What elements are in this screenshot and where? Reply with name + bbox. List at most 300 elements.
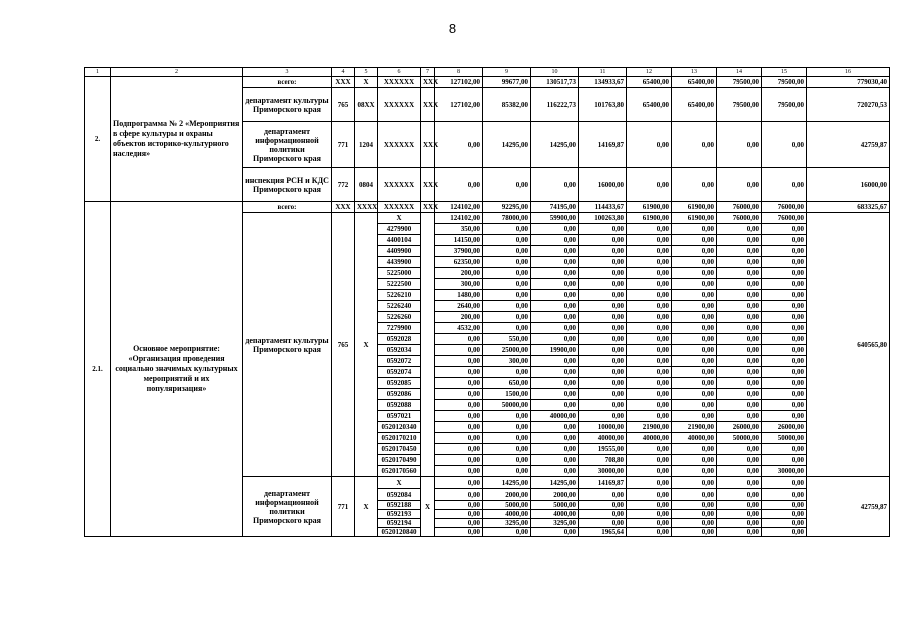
value-cell: 78000,00 xyxy=(483,213,531,224)
value-cell: 0,00 xyxy=(435,510,483,519)
value-cell: 0,00 xyxy=(762,411,807,422)
total-cell: 65400,00 xyxy=(672,77,717,88)
sum-cell: 42759,87 xyxy=(807,477,890,537)
value-cell: 19555,00 xyxy=(579,444,627,455)
value-cell: 0,00 xyxy=(435,122,483,168)
value-cell: 0,00 xyxy=(483,422,531,433)
value-cell: 40000,00 xyxy=(627,433,672,444)
value-cell: 0,00 xyxy=(531,279,579,290)
value-cell: 4000,00 xyxy=(531,510,579,519)
total-cell: 130517,73 xyxy=(531,77,579,88)
csr-cell: 0592086 xyxy=(378,389,421,400)
value-cell: 0,00 xyxy=(627,334,672,345)
value-cell: 50000,00 xyxy=(483,400,531,411)
value-cell: 62350,00 xyxy=(435,257,483,268)
value-cell: 0,00 xyxy=(579,501,627,510)
value-cell: 116222,73 xyxy=(531,88,579,122)
value-cell: 76000,00 xyxy=(717,213,762,224)
column-number-cell: 15 xyxy=(762,68,807,77)
value-cell: 0,00 xyxy=(483,290,531,301)
csr-cell: 5222500 xyxy=(378,279,421,290)
value-cell: 0,00 xyxy=(483,235,531,246)
value-cell: 0,00 xyxy=(483,466,531,477)
value-cell: 0,00 xyxy=(762,389,807,400)
value-cell: 0,00 xyxy=(762,224,807,235)
value-cell: 0,00 xyxy=(531,466,579,477)
value-cell: 14169,87 xyxy=(579,477,627,489)
value-cell: 0,00 xyxy=(531,334,579,345)
value-cell: 0,00 xyxy=(627,235,672,246)
csr-cell: 0520170490 xyxy=(378,455,421,466)
value-cell: 0,00 xyxy=(579,235,627,246)
table-cell: XXXXXX xyxy=(378,88,421,122)
department-cell: департамент информационной политики Приморского края xyxy=(243,477,332,537)
value-cell: 0,00 xyxy=(672,477,717,489)
csr-cell: 0592084 xyxy=(378,489,421,501)
total-cell: всего: xyxy=(243,77,332,88)
value-cell: 0,00 xyxy=(627,501,672,510)
value-cell: 0,00 xyxy=(435,444,483,455)
value-cell: 0,00 xyxy=(435,422,483,433)
value-cell: 550,00 xyxy=(483,334,531,345)
value-cell: 0,00 xyxy=(579,367,627,378)
value-cell: 0,00 xyxy=(717,122,762,168)
value-cell: 0,00 xyxy=(717,323,762,334)
value-cell: 14169,87 xyxy=(579,122,627,168)
value-cell: 0,00 xyxy=(627,455,672,466)
csr-cell: 4439900 xyxy=(378,257,421,268)
value-cell: 0,00 xyxy=(579,268,627,279)
value-cell: 0,00 xyxy=(483,411,531,422)
value-cell: 0,00 xyxy=(717,466,762,477)
csr-cell: 0520170210 xyxy=(378,433,421,444)
column-number-cell: 12 xyxy=(627,68,672,77)
value-cell: 0,00 xyxy=(483,528,531,537)
value-cell: 0,00 xyxy=(627,378,672,389)
value-cell: 0,00 xyxy=(762,334,807,345)
table-cell: X xyxy=(355,213,378,477)
value-cell: 40000,00 xyxy=(672,433,717,444)
csr-cell: 5226210 xyxy=(378,290,421,301)
value-cell: 0,00 xyxy=(531,246,579,257)
value-cell: 19900,00 xyxy=(531,345,579,356)
value-cell: 0,00 xyxy=(717,400,762,411)
total-cell: 683325,67 xyxy=(807,202,890,213)
value-cell: 0,00 xyxy=(579,312,627,323)
value-cell: 0,00 xyxy=(717,279,762,290)
value-cell: 5000,00 xyxy=(483,501,531,510)
value-cell: 0,00 xyxy=(531,378,579,389)
value-cell: 0,00 xyxy=(579,257,627,268)
value-cell: 0,00 xyxy=(717,378,762,389)
value-cell: 50000,00 xyxy=(762,433,807,444)
value-cell: 0,00 xyxy=(579,519,627,528)
value-cell: 0,00 xyxy=(672,378,717,389)
total-cell: XXX xyxy=(421,202,435,213)
value-cell: 30000,00 xyxy=(579,466,627,477)
column-number-cell: 5 xyxy=(355,68,378,77)
total-cell: XXXXXX xyxy=(378,202,421,213)
value-cell: 0,00 xyxy=(627,356,672,367)
table-cell: 0804 xyxy=(355,168,378,202)
csr-cell: 5226240 xyxy=(378,301,421,312)
column-number-cell: 3 xyxy=(243,68,332,77)
value-cell: 50000,00 xyxy=(717,433,762,444)
value-cell: 0,00 xyxy=(627,444,672,455)
value-cell: 40000,00 xyxy=(579,433,627,444)
table-cell: 771 xyxy=(332,122,355,168)
value-cell: 0,00 xyxy=(717,301,762,312)
csr-cell: 0592034 xyxy=(378,345,421,356)
value-cell: 300,00 xyxy=(483,356,531,367)
total-cell: 134933,67 xyxy=(579,77,627,88)
value-cell: 0,00 xyxy=(435,334,483,345)
value-cell: 0,00 xyxy=(717,334,762,345)
value-cell: 79500,00 xyxy=(762,88,807,122)
value-cell: 0,00 xyxy=(717,444,762,455)
value-cell: 0,00 xyxy=(579,389,627,400)
column-number-cell: 7 xyxy=(421,68,435,77)
value-cell: 0,00 xyxy=(672,411,717,422)
column-number-cell: 1 xyxy=(85,68,111,77)
row-number-cell: 2.1. xyxy=(85,202,111,537)
value-cell: 0,00 xyxy=(717,224,762,235)
value-cell: 0,00 xyxy=(627,224,672,235)
table-cell: XXXXXX xyxy=(378,168,421,202)
value-cell: 0,00 xyxy=(672,444,717,455)
row-number-cell: 2. xyxy=(85,77,111,202)
value-cell: 0,00 xyxy=(627,290,672,301)
value-cell: 0,00 xyxy=(627,246,672,257)
value-cell: 708,80 xyxy=(579,455,627,466)
value-cell: 0,00 xyxy=(672,519,717,528)
value-cell: 0,00 xyxy=(531,400,579,411)
value-cell: 0,00 xyxy=(672,168,717,202)
table-row xyxy=(85,202,890,213)
csr-cell: X xyxy=(378,213,421,224)
value-cell: 0,00 xyxy=(762,477,807,489)
value-cell: 0,00 xyxy=(672,257,717,268)
sum-cell: 42759,87 xyxy=(807,122,890,168)
total-cell: 779030,40 xyxy=(807,77,890,88)
sum-cell: 640565,80 xyxy=(807,213,890,477)
value-cell: 40000,00 xyxy=(531,411,579,422)
total-cell: 124102,00 xyxy=(435,202,483,213)
column-number-cell: 10 xyxy=(531,68,579,77)
value-cell: 0,00 xyxy=(627,528,672,537)
department-cell: департамент информационной политики Приморского края xyxy=(243,122,332,168)
value-cell: 14295,00 xyxy=(531,477,579,489)
value-cell: 0,00 xyxy=(483,279,531,290)
csr-cell: 0592028 xyxy=(378,334,421,345)
total-cell: 76000,00 xyxy=(762,202,807,213)
value-cell: 0,00 xyxy=(672,489,717,501)
total-cell: 92295,00 xyxy=(483,202,531,213)
value-cell: 101763,80 xyxy=(579,88,627,122)
csr-cell: 0597021 xyxy=(378,411,421,422)
table-cell: XXXXXX xyxy=(378,122,421,168)
value-cell: 37900,00 xyxy=(435,246,483,257)
value-cell: 0,00 xyxy=(483,268,531,279)
value-cell: 0,00 xyxy=(717,510,762,519)
total-cell: 65400,00 xyxy=(627,77,672,88)
value-cell: 0,00 xyxy=(483,433,531,444)
department-cell: департамент культуры Приморского края xyxy=(243,88,332,122)
table-cell: XXX xyxy=(421,168,435,202)
value-cell: 200,00 xyxy=(435,268,483,279)
value-cell: 0,00 xyxy=(435,345,483,356)
value-cell: 76000,00 xyxy=(762,213,807,224)
value-cell: 0,00 xyxy=(531,528,579,537)
value-cell: 21900,00 xyxy=(672,422,717,433)
value-cell: 14150,00 xyxy=(435,235,483,246)
value-cell: 127102,00 xyxy=(435,88,483,122)
value-cell: 10000,00 xyxy=(579,422,627,433)
value-cell: 0,00 xyxy=(672,367,717,378)
total-cell: 76000,00 xyxy=(717,202,762,213)
value-cell: 0,00 xyxy=(672,455,717,466)
value-cell: 0,00 xyxy=(627,510,672,519)
column-number-cell: 2 xyxy=(111,68,243,77)
value-cell: 0,00 xyxy=(627,312,672,323)
value-cell: 0,00 xyxy=(483,312,531,323)
value-cell: 0,00 xyxy=(672,246,717,257)
value-cell: 0,00 xyxy=(762,489,807,501)
value-cell: 0,00 xyxy=(579,489,627,501)
value-cell: 100263,80 xyxy=(579,213,627,224)
table-cell: 771 xyxy=(332,477,355,537)
value-cell: 0,00 xyxy=(762,323,807,334)
value-cell: 1500,00 xyxy=(483,389,531,400)
value-cell: 0,00 xyxy=(531,257,579,268)
value-cell: 0,00 xyxy=(627,323,672,334)
value-cell: 0,00 xyxy=(717,411,762,422)
value-cell: 0,00 xyxy=(672,356,717,367)
value-cell: 0,00 xyxy=(531,312,579,323)
table-cell: 765 xyxy=(332,213,355,477)
value-cell: 79500,00 xyxy=(717,88,762,122)
column-number-cell: 9 xyxy=(483,68,531,77)
total-cell: всего: xyxy=(243,202,332,213)
value-cell: 0,00 xyxy=(627,489,672,501)
value-cell: 0,00 xyxy=(672,334,717,345)
value-cell: 0,00 xyxy=(672,224,717,235)
csr-cell: 0592074 xyxy=(378,367,421,378)
value-cell: 0,00 xyxy=(435,528,483,537)
csr-cell: 0592088 xyxy=(378,400,421,411)
value-cell: 4532,00 xyxy=(435,323,483,334)
value-cell: 0,00 xyxy=(627,519,672,528)
csr-cell: 0592072 xyxy=(378,356,421,367)
csr-cell: 4279900 xyxy=(378,224,421,235)
value-cell: 2000,00 xyxy=(483,489,531,501)
value-cell: 650,00 xyxy=(483,378,531,389)
value-cell: 1480,00 xyxy=(435,290,483,301)
table-row xyxy=(85,68,890,77)
value-cell: 0,00 xyxy=(627,257,672,268)
csr-cell: 0520170560 xyxy=(378,466,421,477)
total-cell: 74195,00 xyxy=(531,202,579,213)
value-cell: 0,00 xyxy=(672,400,717,411)
value-cell: 0,00 xyxy=(762,290,807,301)
sum-cell: 16000,00 xyxy=(807,168,890,202)
table-cell: 1204 xyxy=(355,122,378,168)
value-cell: 0,00 xyxy=(579,510,627,519)
value-cell: 0,00 xyxy=(762,378,807,389)
value-cell: 26000,00 xyxy=(762,422,807,433)
value-cell: 30000,00 xyxy=(762,466,807,477)
total-cell: 61900,00 xyxy=(627,202,672,213)
total-cell: 114433,67 xyxy=(579,202,627,213)
value-cell: 65400,00 xyxy=(672,88,717,122)
value-cell: 0,00 xyxy=(717,356,762,367)
value-cell: 0,00 xyxy=(483,168,531,202)
value-cell: 0,00 xyxy=(762,528,807,537)
value-cell: 59900,00 xyxy=(531,213,579,224)
value-cell: 0,00 xyxy=(579,224,627,235)
csr-cell: 5225000 xyxy=(378,268,421,279)
total-cell: 99677,00 xyxy=(483,77,531,88)
value-cell: 0,00 xyxy=(579,411,627,422)
value-cell: 0,00 xyxy=(531,323,579,334)
value-cell: 3295,00 xyxy=(483,519,531,528)
value-cell: 0,00 xyxy=(531,301,579,312)
value-cell: 0,00 xyxy=(435,466,483,477)
value-cell: 0,00 xyxy=(717,268,762,279)
value-cell: 0,00 xyxy=(672,528,717,537)
csr-cell: 0592188 xyxy=(378,501,421,510)
value-cell: 65400,00 xyxy=(627,88,672,122)
value-cell: 0,00 xyxy=(717,489,762,501)
value-cell: 0,00 xyxy=(762,510,807,519)
value-cell: 0,00 xyxy=(717,235,762,246)
value-cell: 0,00 xyxy=(483,257,531,268)
total-cell: 79500,00 xyxy=(717,77,762,88)
value-cell: 0,00 xyxy=(579,323,627,334)
value-cell: 0,00 xyxy=(531,433,579,444)
value-cell: 124102,00 xyxy=(435,213,483,224)
column-number-cell: 14 xyxy=(717,68,762,77)
total-cell: XXX xyxy=(332,77,355,88)
csr-cell: 4409900 xyxy=(378,246,421,257)
column-number-cell: 16 xyxy=(807,68,890,77)
value-cell: 0,00 xyxy=(717,257,762,268)
value-cell: 3295,00 xyxy=(531,519,579,528)
value-cell: 0,00 xyxy=(717,501,762,510)
value-cell: 0,00 xyxy=(762,168,807,202)
value-cell: 0,00 xyxy=(531,168,579,202)
value-cell: 0,00 xyxy=(672,268,717,279)
value-cell: 2640,00 xyxy=(435,301,483,312)
value-cell: 25000,00 xyxy=(483,345,531,356)
department-cell: инспекция РСН и КДС Приморского края xyxy=(243,168,332,202)
value-cell: 0,00 xyxy=(762,444,807,455)
value-cell: 0,00 xyxy=(483,323,531,334)
value-cell: 0,00 xyxy=(531,356,579,367)
value-cell: 2000,00 xyxy=(531,489,579,501)
value-cell: 0,00 xyxy=(579,301,627,312)
value-cell: 0,00 xyxy=(483,444,531,455)
value-cell: 0,00 xyxy=(762,356,807,367)
value-cell: 0,00 xyxy=(762,301,807,312)
value-cell: 14295,00 xyxy=(531,122,579,168)
value-cell: 0,00 xyxy=(531,444,579,455)
value-cell: 0,00 xyxy=(435,519,483,528)
value-cell: 61900,00 xyxy=(672,213,717,224)
value-cell: 21900,00 xyxy=(627,422,672,433)
value-cell: 0,00 xyxy=(627,389,672,400)
total-cell: XXXX xyxy=(355,202,378,213)
value-cell: 0,00 xyxy=(579,246,627,257)
value-cell: 0,00 xyxy=(435,501,483,510)
value-cell: 0,00 xyxy=(717,168,762,202)
value-cell: 0,00 xyxy=(762,455,807,466)
value-cell: 300,00 xyxy=(435,279,483,290)
value-cell: 0,00 xyxy=(627,122,672,168)
value-cell: 0,00 xyxy=(762,400,807,411)
value-cell: 0,00 xyxy=(627,168,672,202)
value-cell: 0,00 xyxy=(672,501,717,510)
value-cell: 0,00 xyxy=(762,519,807,528)
value-cell: 85382,00 xyxy=(483,88,531,122)
value-cell: 0,00 xyxy=(627,367,672,378)
total-cell: 79500,00 xyxy=(762,77,807,88)
value-cell: 0,00 xyxy=(579,290,627,301)
value-cell: 200,00 xyxy=(435,312,483,323)
value-cell: 0,00 xyxy=(627,400,672,411)
value-cell: 0,00 xyxy=(627,411,672,422)
value-cell: 0,00 xyxy=(717,290,762,301)
value-cell: 0,00 xyxy=(579,279,627,290)
table-cell: XXX xyxy=(421,88,435,122)
value-cell: 0,00 xyxy=(483,455,531,466)
page-number: 8 xyxy=(448,21,457,36)
value-cell: 0,00 xyxy=(762,279,807,290)
value-cell: 0,00 xyxy=(672,323,717,334)
value-cell: 0,00 xyxy=(627,466,672,477)
value-cell: 0,00 xyxy=(483,367,531,378)
value-cell: 0,00 xyxy=(483,246,531,257)
value-cell: 0,00 xyxy=(672,235,717,246)
column-number-cell: 8 xyxy=(435,68,483,77)
value-cell: 0,00 xyxy=(579,378,627,389)
csr-cell: 0592193 xyxy=(378,510,421,519)
total-cell: X xyxy=(355,77,378,88)
activity-name-cell: Основное мероприятие: «Организация проведения социально значимых культурных мероприятий и их популяризация» xyxy=(111,202,243,537)
value-cell: 0,00 xyxy=(483,224,531,235)
value-cell: 0,00 xyxy=(435,356,483,367)
value-cell: 0,00 xyxy=(717,312,762,323)
total-cell: XXX xyxy=(332,202,355,213)
value-cell: 0,00 xyxy=(579,400,627,411)
table-cell: 772 xyxy=(332,168,355,202)
table-cell xyxy=(421,213,435,477)
value-cell: 4000,00 xyxy=(483,510,531,519)
value-cell: 0,00 xyxy=(762,122,807,168)
value-cell: 0,00 xyxy=(531,235,579,246)
total-cell: XXXXXX xyxy=(378,77,421,88)
budget-table xyxy=(84,67,890,537)
table-cell: 765 xyxy=(332,88,355,122)
column-number-cell: 11 xyxy=(579,68,627,77)
value-cell: 0,00 xyxy=(717,367,762,378)
value-cell: 0,00 xyxy=(627,301,672,312)
value-cell: 0,00 xyxy=(627,279,672,290)
csr-cell: 0520120840 xyxy=(378,528,421,537)
value-cell: 0,00 xyxy=(762,246,807,257)
value-cell: 0,00 xyxy=(672,122,717,168)
value-cell: 0,00 xyxy=(435,477,483,489)
